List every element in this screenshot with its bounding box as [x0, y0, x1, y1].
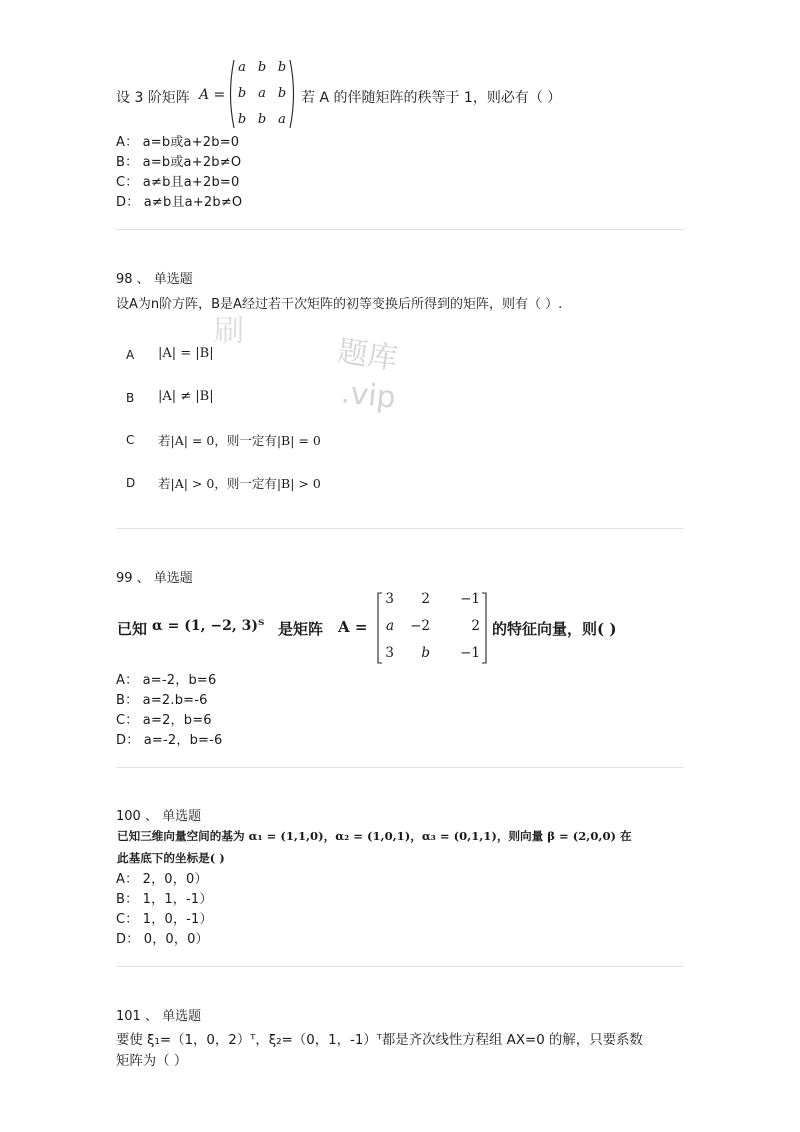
watermark-text: .vip — [339, 375, 398, 416]
option-a[interactable]: A： 2，0，0） — [116, 872, 208, 887]
matrix-cell: a — [385, 618, 394, 634]
q97-matrix — [226, 58, 298, 130]
watermark-logo: 刷 — [214, 314, 244, 349]
option-a[interactable]: A： a=b或a+2b=0 — [116, 135, 240, 150]
option-letter[interactable]: B — [126, 391, 135, 405]
q99-stem-mid: 是矩阵 — [278, 620, 324, 638]
question-stem-line-2: 矩阵为（ ） — [116, 1054, 188, 1069]
divider — [116, 528, 684, 529]
q97-matrix-label: A = — [199, 87, 226, 103]
option-c[interactable]: C： a=2，b=6 — [116, 713, 212, 728]
question-stem-line-2: 此基底下的坐标是( ) — [117, 851, 225, 865]
option-d[interactable]: D： 0，0，0） — [116, 932, 209, 947]
question-stem: 设A为n阶方阵，B是A经过若干次矩阵的初等变换后所得到的矩阵，则有（ ）. — [116, 297, 563, 312]
matrix-cell: −2 — [410, 618, 430, 634]
option-b[interactable]: B： 1，1，-1） — [116, 892, 213, 907]
option-b[interactable]: B： a=2.b=-6 — [116, 693, 208, 708]
matrix-cell: b — [237, 112, 247, 127]
option-letter[interactable]: C — [126, 433, 135, 447]
option-d[interactable]: D： a≠b且a+2b≠O — [116, 195, 243, 210]
matrix-cell: −1 — [460, 645, 480, 661]
option-b[interactable]: B： a=b或a+2b≠O — [116, 155, 242, 170]
q97-stem-suffix: 若 A 的伴随矩阵的秩等于 1，则必有（ ） — [301, 90, 562, 106]
option-letter[interactable]: D — [126, 476, 136, 490]
option-d[interactable]: D： a=-2，b=-6 — [116, 733, 223, 748]
question-header: 101 、 单选题 — [116, 1009, 202, 1024]
option-c[interactable]: C： 1，0，-1） — [116, 912, 213, 927]
matrix-cell: −1 — [460, 591, 480, 607]
q99-matrix — [376, 591, 488, 665]
option-letter[interactable]: A — [126, 348, 135, 362]
matrix-cell: b — [421, 645, 430, 661]
question-header: 99 、 单选题 — [116, 571, 193, 586]
matrix-cell: a — [278, 112, 286, 127]
question-stem-line-1: 已知三维向量空间的基为 α₁ = (1,1,0)，α₂ = (1,0,1)，α₃ = (0,1,1)，则向量 β = (2,0,0) 在 — [117, 829, 632, 843]
matrix-cell: b — [257, 60, 267, 75]
question-stem-line-1: 要使 ξ₁=（1，0，2）ᵀ，ξ₂=（0，1，-1）ᵀ都是齐次线性方程组 AX=0 的解，只要系数 — [116, 1033, 643, 1048]
option-c[interactable]: C： a≠b且a+2b=0 — [116, 175, 240, 190]
matrix-cell: b — [237, 86, 247, 101]
matrix-cell: a — [258, 86, 266, 101]
option-text[interactable]: 若|A| = 0，则一定有|B| = 0 — [158, 433, 321, 448]
q99-alpha: α = (1, −2, 3)ᵀ — [152, 618, 265, 634]
matrix-cell: b — [277, 86, 287, 101]
divider — [116, 966, 684, 967]
q97-stem-prefix: 设 3 阶矩阵 — [116, 90, 190, 106]
option-text[interactable]: |A| = |B| — [158, 346, 214, 361]
matrix-cell: a — [238, 60, 246, 75]
q99-stem-suffix: 的特征向量，则( ) — [492, 620, 617, 638]
question-header: 100 、 单选题 — [116, 809, 202, 824]
matrix-cell: 3 — [385, 645, 394, 661]
matrix-cell: 2 — [421, 591, 430, 607]
option-text[interactable]: |A| ≠ |B| — [158, 389, 214, 404]
q99-stem-prefix: 已知 — [117, 620, 148, 638]
option-a[interactable]: A： a=-2，b=6 — [116, 673, 217, 688]
q99-matrix-label: A = — [338, 618, 368, 636]
matrix-cell: 3 — [385, 591, 394, 607]
divider — [116, 767, 684, 768]
matrix-cell: b — [277, 60, 287, 75]
matrix-cell: b — [257, 112, 267, 127]
watermark-text: 题库 — [335, 333, 400, 377]
question-header: 98 、 单选题 — [116, 272, 193, 287]
matrix-cell: 2 — [471, 618, 480, 634]
divider — [116, 229, 684, 230]
option-text[interactable]: 若|A| > 0，则一定有|B| > 0 — [158, 476, 321, 491]
